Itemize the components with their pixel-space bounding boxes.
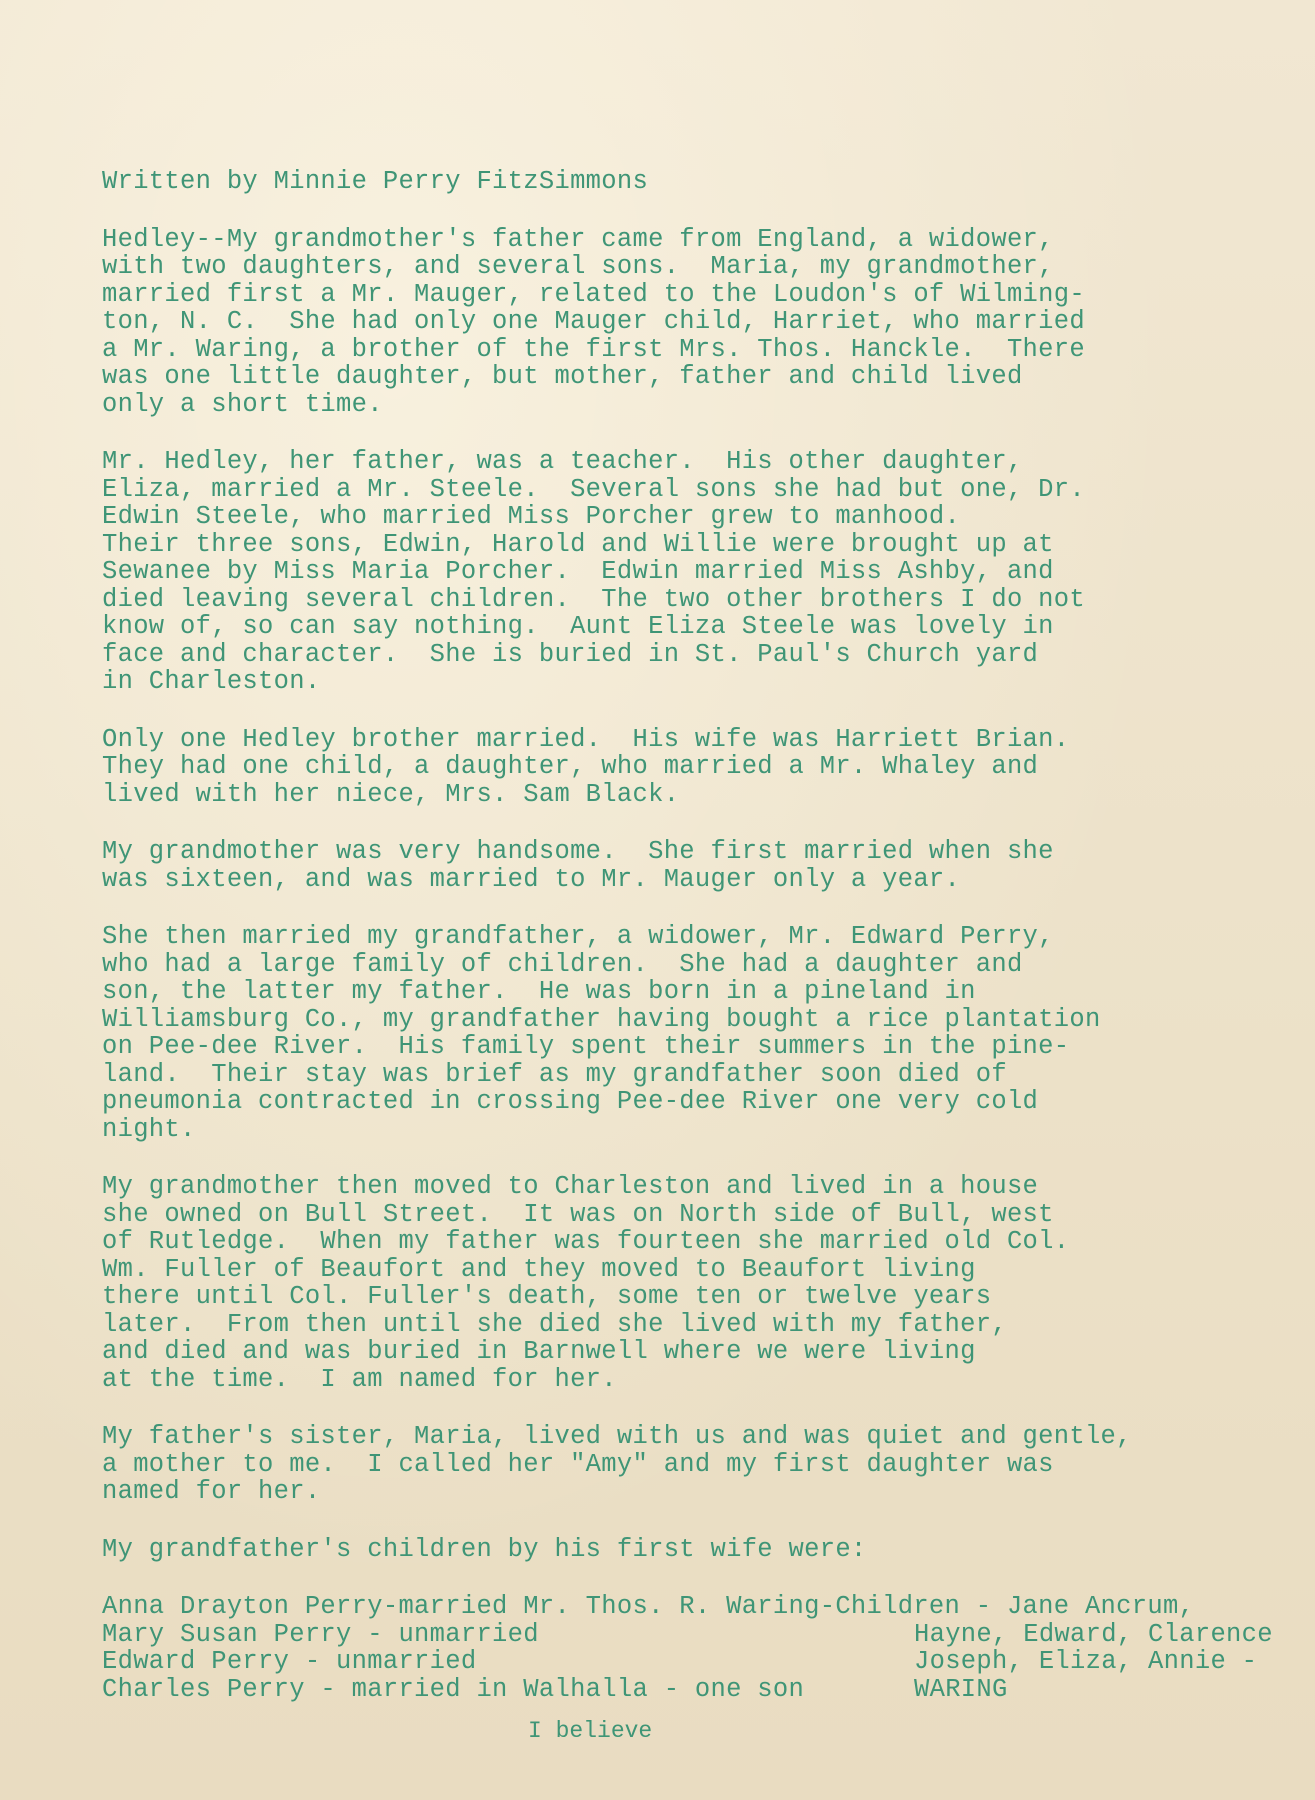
paragraph (102, 1423, 1292, 1506)
grandchildren-names: Hayne, Edward, Clarence (914, 1619, 1273, 1649)
text-line: Eliza, married a Mr. Steele. Several sons she had but one, Dr. (102, 474, 1085, 504)
text-line: and died and was buried in Barnwell where we were living (102, 1337, 976, 1366)
list-item (102, 1676, 1292, 1704)
text-line: later. From then until she died she lived with my father, (102, 1309, 1007, 1339)
list-item (102, 1593, 1292, 1621)
text-line: a Mr. Waring, a brother of the first Mrs. Thos. Hanckle. There (102, 334, 1085, 364)
text-line: Williamsburg Co., my grandfather having bought a rice plantation (102, 1004, 1101, 1034)
text-line: My grandfather's children by his first wife were: (102, 1534, 867, 1564)
paragraphs (102, 226, 1292, 1564)
text-line: at the time. I am named for her. (102, 1364, 617, 1394)
paragraph (102, 838, 1292, 893)
paragraph (102, 726, 1292, 809)
document-heading: Written by Minnie Perry FitzSimmons (102, 167, 649, 196)
paragraph (102, 1173, 1292, 1393)
text-line: Only one Hedley brother married. His wife was Harriett Brian. (102, 724, 1070, 754)
document-body (102, 168, 1292, 1703)
child-entry: Charles Perry - married in Walhalla - one son (102, 1674, 805, 1704)
paragraph (102, 923, 1292, 1143)
text-line: who had a large family of children. She had a daughter and (102, 949, 1023, 979)
text-line: Their three sons, Edwin, Harold and Willie were brought up at (102, 529, 1054, 559)
list-item (102, 1621, 1292, 1649)
children-list (102, 1593, 1292, 1703)
text-line: face and character. She is buried in St. Paul's Church yard (102, 639, 1039, 669)
text-line: on Pee-dee River. His family spent their summers in the pine- (102, 1032, 1070, 1061)
text-line: know of, so can say nothing. Aunt Eliza Steele was lovely in (102, 612, 1054, 641)
child-entry: Anna Drayton Perry-married Mr. Thos. R. Waring-Children - Jane Ancrum, (102, 1592, 1195, 1621)
text-line: died leaving several children. The two other brothers I do not (102, 584, 1085, 614)
text-line: was one little daughter, but mother, father and child lived (102, 362, 1023, 391)
text-line: ton, N. C. She had only one Mauger child, Harriet, who married (102, 307, 1085, 336)
text-line: Mr. Hedley, her father, was a teacher. His other daughter, (102, 447, 1023, 476)
text-line: was sixteen, and was married to Mr. Mauger only a year. (102, 864, 961, 894)
child-entry: Edward Perry - unmarried (102, 1647, 477, 1676)
text-line: My grandmother was very handsome. She first married when she (102, 837, 1054, 866)
child-entry: Mary Susan Perry - unmarried (102, 1619, 539, 1649)
text-line: a mother to me. I called her "Amy" and my first daughter was (102, 1449, 1054, 1479)
text-line: My father's sister, Maria, lived with us and was quiet and gentle, (102, 1422, 1132, 1451)
text-line: They had one child, a daughter, who married a Mr. Whaley and (102, 752, 1039, 781)
text-line: Edwin Steele, who married Miss Porcher grew to manhood. (102, 502, 961, 531)
text-line: she owned on Bull Street. It was on North side of Bull, west (102, 1199, 1054, 1229)
paragraph (102, 226, 1292, 419)
text-line: pneumonia contracted in crossing Pee-dee River one very cold (102, 1087, 1039, 1116)
text-line: Wm. Fuller of Beaufort and they moved to Beaufort living (102, 1254, 976, 1284)
text-line: lived with her niece, Mrs. Sam Black. (102, 779, 680, 809)
text-line: She then married my grandfather, a widower, Mr. Edward Perry, (102, 922, 1054, 951)
text-line: named for her. (102, 1477, 321, 1506)
list-item (102, 1648, 1292, 1676)
text-line: of Rutledge. When my father was fourteen she married old Col. (102, 1227, 1070, 1256)
text-line: My grandmother then moved to Charleston and lived in a house (102, 1172, 1039, 1201)
grandchildren-names: Joseph, Eliza, Annie - (914, 1647, 1258, 1676)
text-line: Sewanee by Miss Maria Porcher. Edwin married Miss Ashby, and (102, 557, 1054, 586)
grandchildren-names: WARING (914, 1674, 1008, 1704)
paragraph (102, 1536, 1292, 1564)
paragraph (102, 448, 1292, 696)
text-line: in Charleston. (102, 667, 321, 696)
text-line: only a short time. (102, 389, 383, 419)
text-line: there until Col. Fuller's death, some ten or twelve years (102, 1282, 992, 1311)
text-line: Hedley--My grandmother's father came from England, a widower, (102, 224, 1054, 254)
interlinear-note: I believe (528, 1718, 653, 1744)
text-line: night. (102, 1114, 196, 1144)
text-line: land. Their stay was brief as my grandfather soon died of (102, 1059, 1007, 1089)
text-line: son, the latter my father. He was born in a pineland in (102, 977, 976, 1006)
text-line: married first a Mr. Mauger, related to the Loudon's of Wilming- (102, 279, 1085, 309)
text-line: with two daughters, and several sons. Maria, my grandmother, (102, 252, 1054, 281)
